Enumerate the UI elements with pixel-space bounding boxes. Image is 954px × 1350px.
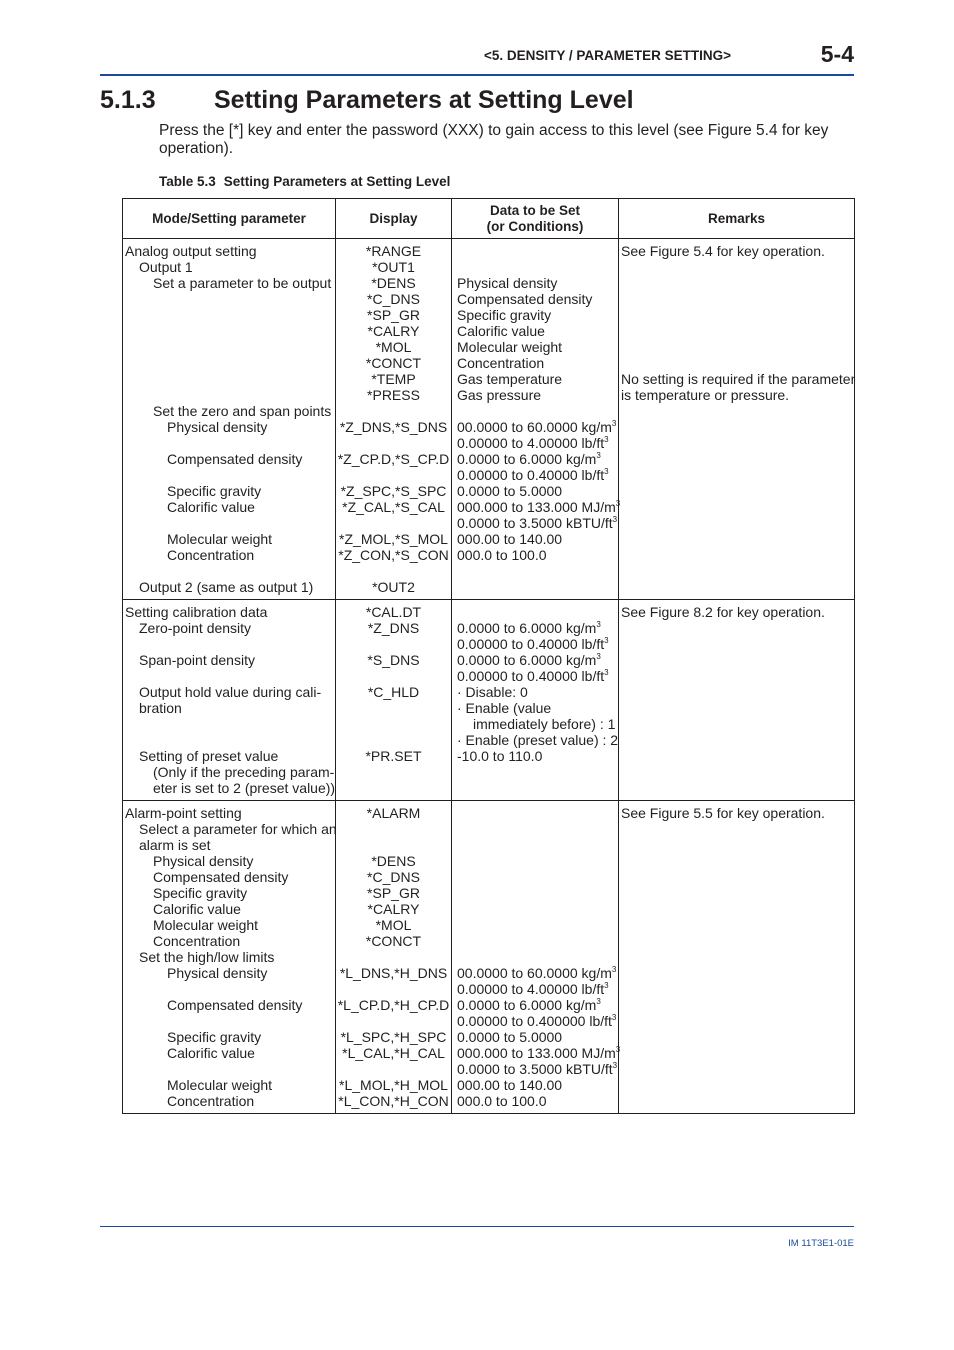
data-value-text: 000.000 to 133.000 MJ/m <box>457 499 616 515</box>
display-code: *L_CAL,*H_CAL <box>342 1045 445 1061</box>
display-code: *CONCT <box>365 933 422 949</box>
data-value <box>452 547 618 563</box>
data-value <box>452 933 618 949</box>
mode-line <box>123 387 335 403</box>
table-header-row <box>123 199 855 239</box>
data-value-text: 0.0000 to 3.5000 kBTU/ft <box>457 515 613 531</box>
data-value-text: Specific gravity <box>457 307 552 323</box>
data-value-text: Gas temperature <box>457 371 563 387</box>
mode-line: Compensated density <box>167 997 303 1013</box>
display-code: *PR.SET <box>365 748 422 764</box>
header-rule <box>100 74 854 76</box>
data-value <box>452 780 618 796</box>
table-caption-title: Setting Parameters at Setting Level <box>223 174 451 189</box>
data-value-text: · Enable (value <box>457 700 552 716</box>
data-value <box>452 732 618 748</box>
data-value <box>452 1077 618 1093</box>
display-code: *L_DNS,*H_DNS <box>339 965 448 981</box>
display-code: *PRESS <box>367 387 420 403</box>
mode-line <box>123 1013 335 1029</box>
data-value <box>452 1093 618 1109</box>
section-title: Setting Parameters at Setting Level <box>214 86 634 114</box>
data-value <box>452 764 618 780</box>
mode-line <box>123 515 335 531</box>
mode-line <box>123 716 335 732</box>
unit-exponent: 3 <box>604 435 609 444</box>
display-code: *C_DNS <box>367 291 420 307</box>
mode-line: Specific gravity <box>153 885 248 901</box>
mode-line: Compensated density <box>153 869 289 885</box>
unit-exponent: 3 <box>611 965 617 974</box>
data-value-text: Compensated density <box>457 291 593 307</box>
mode-line <box>123 1061 335 1077</box>
data-value-text: Calorific value <box>457 323 545 339</box>
mode-line: Alarm-point setting <box>125 805 242 821</box>
data-value <box>452 387 618 403</box>
data-value-text: -10.0 to 110.0 <box>457 748 543 764</box>
data-value-text: 000.00 to 140.00 <box>457 1077 563 1093</box>
display-code <box>336 764 451 780</box>
data-value <box>452 700 618 716</box>
display-code: *ALARM <box>366 805 421 821</box>
table-row-calibration <box>123 600 855 801</box>
data-value-text: Concentration <box>457 355 545 371</box>
mode-line <box>123 355 335 371</box>
data-value <box>452 853 618 869</box>
data-value <box>452 901 618 917</box>
mode-line <box>123 981 335 997</box>
data-value-text: 0.0000 to 5.0000 <box>457 1029 563 1045</box>
data-value-text: 0.00000 to 4.00000 lb/ft <box>457 435 605 451</box>
display-code <box>336 403 451 419</box>
remarks-cell <box>619 239 855 600</box>
remark-line <box>619 307 854 323</box>
display-code: *Z_DNS,*S_DNS <box>339 419 448 435</box>
mode-line: Specific gravity <box>167 483 262 499</box>
mode-line <box>123 339 335 355</box>
unit-exponent: 3 <box>612 1061 618 1070</box>
table-caption <box>159 174 450 189</box>
display-code: *L_CP.D,*H_CP.D <box>337 997 450 1013</box>
display-code: *SP_GR <box>367 885 420 901</box>
data-value-text: 000.0 to 100.0 <box>457 1093 547 1109</box>
remark-line <box>619 275 854 291</box>
mode-line: Specific gravity <box>167 1029 262 1045</box>
unit-exponent: 3 <box>615 499 621 508</box>
mode-line: Calorific value <box>153 901 241 917</box>
data-value <box>452 748 618 764</box>
unit-exponent: 3 <box>604 981 609 990</box>
data-value <box>452 716 618 732</box>
display-code <box>336 780 451 796</box>
display-code: *Z_DNS <box>367 620 420 636</box>
header-display: Display <box>336 199 452 239</box>
data-value <box>452 917 618 933</box>
display-code: *MOL <box>375 917 412 933</box>
remark-line: is temperature or pressure. <box>621 387 790 403</box>
display-code: *C_HLD <box>367 684 420 700</box>
mode-line: Select a parameter for which an <box>139 821 337 837</box>
data-value-text: Molecular weight <box>457 339 563 355</box>
mode-line: Output hold value during cali- <box>139 684 322 700</box>
data-value-text: 0.0000 to 5.0000 <box>457 483 563 499</box>
data-value <box>452 821 618 837</box>
data-value <box>452 451 618 467</box>
mode-cell <box>123 600 336 801</box>
unit-exponent: 3 <box>604 467 609 476</box>
data-value <box>452 323 618 339</box>
unit-exponent: 3 <box>604 668 609 677</box>
data-value-text: immediately before) : 1 <box>473 716 616 732</box>
display-code: *CALRY <box>367 323 420 339</box>
data-value <box>452 275 618 291</box>
data-value-text: 0.0000 to 6.0000 kg/m <box>457 620 597 636</box>
unit-exponent: 3 <box>596 997 601 1006</box>
data-value <box>452 997 618 1013</box>
data-value <box>452 885 618 901</box>
mode-line: Physical density <box>153 853 254 869</box>
mode-line: Set a parameter to be output <box>153 275 332 291</box>
mode-line: Molecular weight <box>153 917 259 933</box>
display-code: *CALRY <box>367 901 420 917</box>
data-value <box>452 1013 618 1029</box>
mode-line <box>123 307 335 323</box>
display-code <box>336 700 451 716</box>
display-code <box>336 716 451 732</box>
display-code <box>336 668 451 684</box>
data-value-text: 0.00000 to 0.400000 lb/ft <box>457 1013 612 1029</box>
mode-line: eter is set to 2 (preset value)) <box>153 780 336 796</box>
mode-line: Set the high/low limits <box>139 949 275 965</box>
section-number: 5.1.3 <box>100 86 156 114</box>
data-value <box>452 531 618 547</box>
data-value <box>452 805 618 821</box>
data-value <box>452 684 618 700</box>
display-code <box>336 732 451 748</box>
intro-paragraph: Press the [*] key and enter the password (XXX) to gain access to this level (see Figure 5.4 for key operation). <box>159 122 829 157</box>
header-data-line2: (or Conditions) <box>486 218 584 234</box>
remark-line <box>619 355 854 371</box>
remarks-cell <box>619 600 855 801</box>
remark-line <box>619 323 854 339</box>
display-code: *TEMP <box>371 371 416 387</box>
display-code: *L_CON,*H_CON <box>338 1093 449 1109</box>
display-code: *Z_CAL,*S_CAL <box>342 499 445 515</box>
unit-exponent: 3 <box>604 636 609 645</box>
mode-line: Output 2 (same as output 1) <box>139 579 314 595</box>
data-value-text: 0.0000 to 6.0000 kg/m <box>457 451 597 467</box>
display-code <box>336 821 451 837</box>
data-value <box>452 604 618 620</box>
unit-exponent: 3 <box>596 652 601 661</box>
display-code: *C_DNS <box>367 869 420 885</box>
data-value <box>452 652 618 668</box>
unit-exponent: 3 <box>611 1013 617 1022</box>
data-value <box>452 515 618 531</box>
data-value <box>452 259 618 275</box>
data-value <box>452 467 618 483</box>
remark-line <box>619 339 854 355</box>
data-value <box>452 949 618 965</box>
data-value <box>452 869 618 885</box>
running-header-section: <5. DENSITY / PARAMETER SETTING> <box>483 48 731 63</box>
remark-line: See Figure 5.4 for key operation. <box>621 243 825 259</box>
mode-line: (Only if the preceding param- <box>153 764 335 780</box>
header-mode: Mode/Setting parameter <box>123 199 336 239</box>
mode-cell <box>123 239 336 600</box>
mode-line: Span-point density <box>139 652 255 668</box>
data-value <box>452 243 618 259</box>
data-value-text: 0.00000 to 0.40000 lb/ft <box>457 467 605 483</box>
table-row-analog-output <box>123 239 855 600</box>
data-value <box>452 837 618 853</box>
mode-line: Molecular weight <box>167 1077 273 1093</box>
data-value-text: 0.0000 to 6.0000 kg/m <box>457 652 597 668</box>
display-code: *L_SPC,*H_SPC <box>340 1029 447 1045</box>
table-caption-id: Table 5.3 <box>159 174 216 189</box>
remarks-cell <box>619 801 855 1114</box>
data-value <box>452 499 621 515</box>
display-code <box>336 636 451 652</box>
display-cell <box>336 239 452 600</box>
display-code <box>336 467 451 483</box>
data-value <box>452 355 618 371</box>
display-code <box>336 515 451 531</box>
display-code: *Z_CP.D,*S_CP.D <box>337 451 450 467</box>
data-value <box>452 1061 618 1077</box>
mode-line: alarm is set <box>139 837 211 853</box>
display-code <box>336 981 451 997</box>
data-value-text: Gas pressure <box>457 387 542 403</box>
data-value-text: 000.00 to 140.00 <box>457 531 563 547</box>
display-code <box>336 837 451 853</box>
mode-line: Compensated density <box>167 451 303 467</box>
mode-line: Setting of preset value <box>139 748 279 764</box>
data-value <box>452 620 618 636</box>
mode-line <box>123 291 335 307</box>
display-code: *RANGE <box>365 243 422 259</box>
mode-line <box>123 323 335 339</box>
display-code: *DENS <box>371 275 416 291</box>
display-code: *MOL <box>375 339 412 355</box>
mode-line: Concentration <box>167 547 255 563</box>
data-cell <box>452 801 619 1114</box>
mode-line: Setting calibration data <box>125 604 268 620</box>
display-code: *SP_GR <box>367 307 420 323</box>
display-code: *OUT1 <box>372 259 415 275</box>
display-code <box>336 949 451 965</box>
mode-line <box>123 435 335 451</box>
page-number: 5-4 <box>820 41 854 67</box>
unit-exponent: 3 <box>612 515 618 524</box>
data-value <box>452 403 618 419</box>
mode-line: Calorific value <box>167 1045 255 1061</box>
mode-line: Output 1 <box>139 259 193 275</box>
display-code: *CONCT <box>365 355 422 371</box>
data-value-text: 000.000 to 133.000 MJ/m <box>457 1045 616 1061</box>
mode-line <box>123 563 335 579</box>
unit-exponent: 3 <box>596 620 601 629</box>
data-value <box>452 1029 618 1045</box>
data-value-text: 00.0000 to 60.0000 kg/m <box>457 419 612 435</box>
remark-line <box>619 259 854 275</box>
unit-exponent: 3 <box>596 451 601 460</box>
data-value <box>452 668 618 684</box>
mode-cell <box>123 801 336 1114</box>
data-value-text: 0.00000 to 0.40000 lb/ft <box>457 636 605 652</box>
data-value <box>452 563 618 579</box>
remark-line: No setting is required if the parameter <box>621 371 856 387</box>
mode-line: Analog output setting <box>125 243 257 259</box>
mode-line: Physical density <box>167 419 268 435</box>
display-code <box>336 1013 451 1029</box>
mode-line <box>123 636 335 652</box>
display-code: *Z_CON,*S_CON <box>338 547 449 563</box>
data-value <box>452 1045 621 1061</box>
data-value-text: · Enable (preset value) : 2 <box>457 732 619 748</box>
unit-exponent: 3 <box>611 419 617 428</box>
mode-line: Concentration <box>153 933 241 949</box>
display-code: *S_DNS <box>367 652 420 668</box>
document-id: IM 11T3E1-01E <box>788 1238 854 1249</box>
display-code <box>336 435 451 451</box>
footer-rule <box>100 1226 854 1227</box>
data-value-text: · Disable: 0 <box>457 684 528 700</box>
mode-line: Zero-point density <box>139 620 252 636</box>
data-value-text: Physical density <box>457 275 558 291</box>
display-cell <box>336 801 452 1114</box>
data-value-text: 0.00000 to 4.00000 lb/ft <box>457 981 605 997</box>
remark-line: See Figure 5.5 for key operation. <box>621 805 825 821</box>
remark-line: See Figure 8.2 for key operation. <box>621 604 825 620</box>
table-row-alarm <box>123 801 855 1114</box>
display-code: *Z_SPC,*S_SPC <box>340 483 447 499</box>
mode-line: Physical density <box>167 965 268 981</box>
display-cell <box>336 600 452 801</box>
mode-line: Calorific value <box>167 499 255 515</box>
mode-line <box>123 467 335 483</box>
display-code <box>336 563 451 579</box>
data-value-text: 0.0000 to 6.0000 kg/m <box>457 997 597 1013</box>
data-value <box>452 435 618 451</box>
display-code: *Z_MOL,*S_MOL <box>339 531 448 547</box>
data-value-text: 0.0000 to 3.5000 kBTU/ft <box>457 1061 613 1077</box>
mode-line <box>123 732 335 748</box>
data-value <box>452 579 618 595</box>
display-code: *DENS <box>371 853 416 869</box>
mode-line: Set the zero and span points <box>153 403 332 419</box>
data-value-text: 0.00000 to 0.40000 lb/ft <box>457 668 605 684</box>
data-value <box>452 965 618 981</box>
header-data-line1: Data to be Set <box>489 202 581 218</box>
parameter-table <box>122 198 855 1114</box>
data-value <box>452 981 618 997</box>
data-value <box>452 483 618 499</box>
data-value <box>452 371 618 387</box>
display-code <box>336 1061 451 1077</box>
display-code: *OUT2 <box>372 579 415 595</box>
mode-line: Molecular weight <box>167 531 273 547</box>
header-remarks: Remarks <box>619 199 855 239</box>
data-value <box>452 339 618 355</box>
data-value-text: 000.0 to 100.0 <box>457 547 547 563</box>
data-value <box>452 636 618 652</box>
data-value <box>452 307 618 323</box>
mode-line: Concentration <box>167 1093 255 1109</box>
display-code: *CAL.DT <box>365 604 422 620</box>
data-cell <box>452 600 619 801</box>
data-value-text: 00.0000 to 60.0000 kg/m <box>457 965 612 981</box>
mode-line: bration <box>139 700 182 716</box>
data-value <box>452 291 618 307</box>
data-value <box>452 419 618 435</box>
remark-line <box>619 291 854 307</box>
header-data <box>452 199 619 239</box>
display-code: *L_MOL,*H_MOL <box>339 1077 448 1093</box>
mode-line <box>123 371 335 387</box>
unit-exponent: 3 <box>615 1045 621 1054</box>
data-cell <box>452 239 619 600</box>
mode-line <box>123 668 335 684</box>
